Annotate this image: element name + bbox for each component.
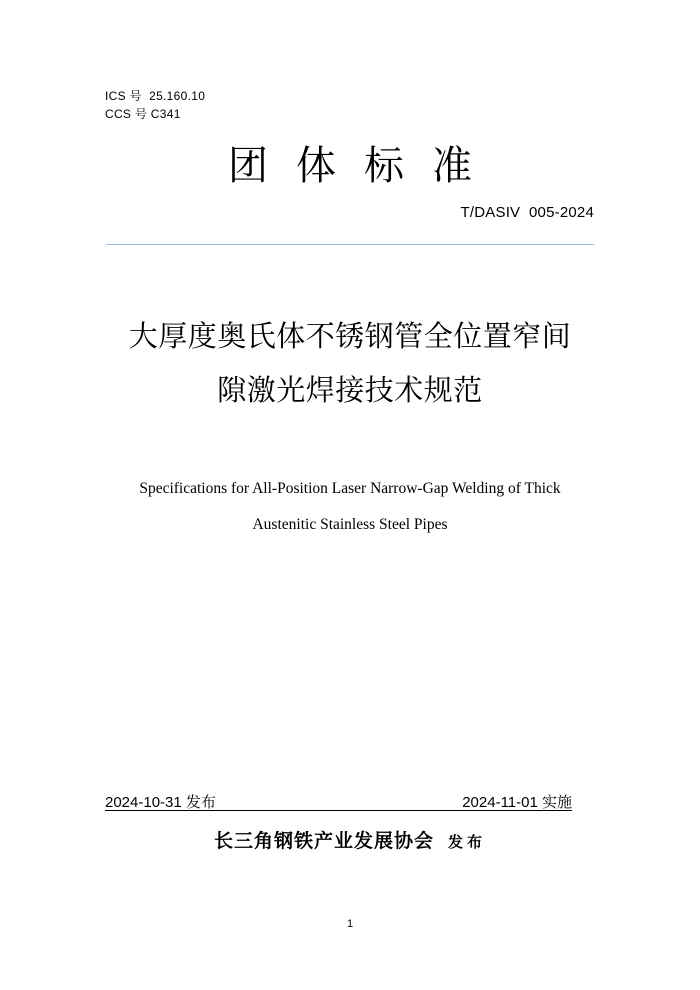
issue-label: 发布 [448, 833, 487, 851]
issuer-row [0, 826, 700, 853]
page-number: 1 [346, 918, 354, 930]
standard-type-heading: 团体标准 [228, 143, 500, 189]
date-row [105, 790, 572, 811]
issuing-organization: 长三角钢铁产业发展协会 [213, 830, 434, 852]
header-divider [106, 244, 594, 245]
english-title-line-1: Specifications for All-Position Laser Narrow-Gap Welding of Thick [139, 480, 561, 497]
english-title-line-2: Austenitic Stainless Steel Pipes [252, 516, 448, 533]
publish-date: 2024-10-31 发布 [105, 794, 216, 811]
implement-date: 2024-11-01 实施 [462, 794, 572, 811]
ccs-code: CCS 号 C341 [105, 107, 181, 121]
chinese-title-line-2: 隙激光焊接技术规范 [217, 373, 483, 407]
chinese-title-line-1: 大厚度奥氏体不锈钢管全位置窄间 [128, 319, 572, 353]
standard-number: T/DASIV 005-2024 [460, 204, 594, 221]
ics-code: ICS 号 25.160.10 [105, 89, 206, 103]
